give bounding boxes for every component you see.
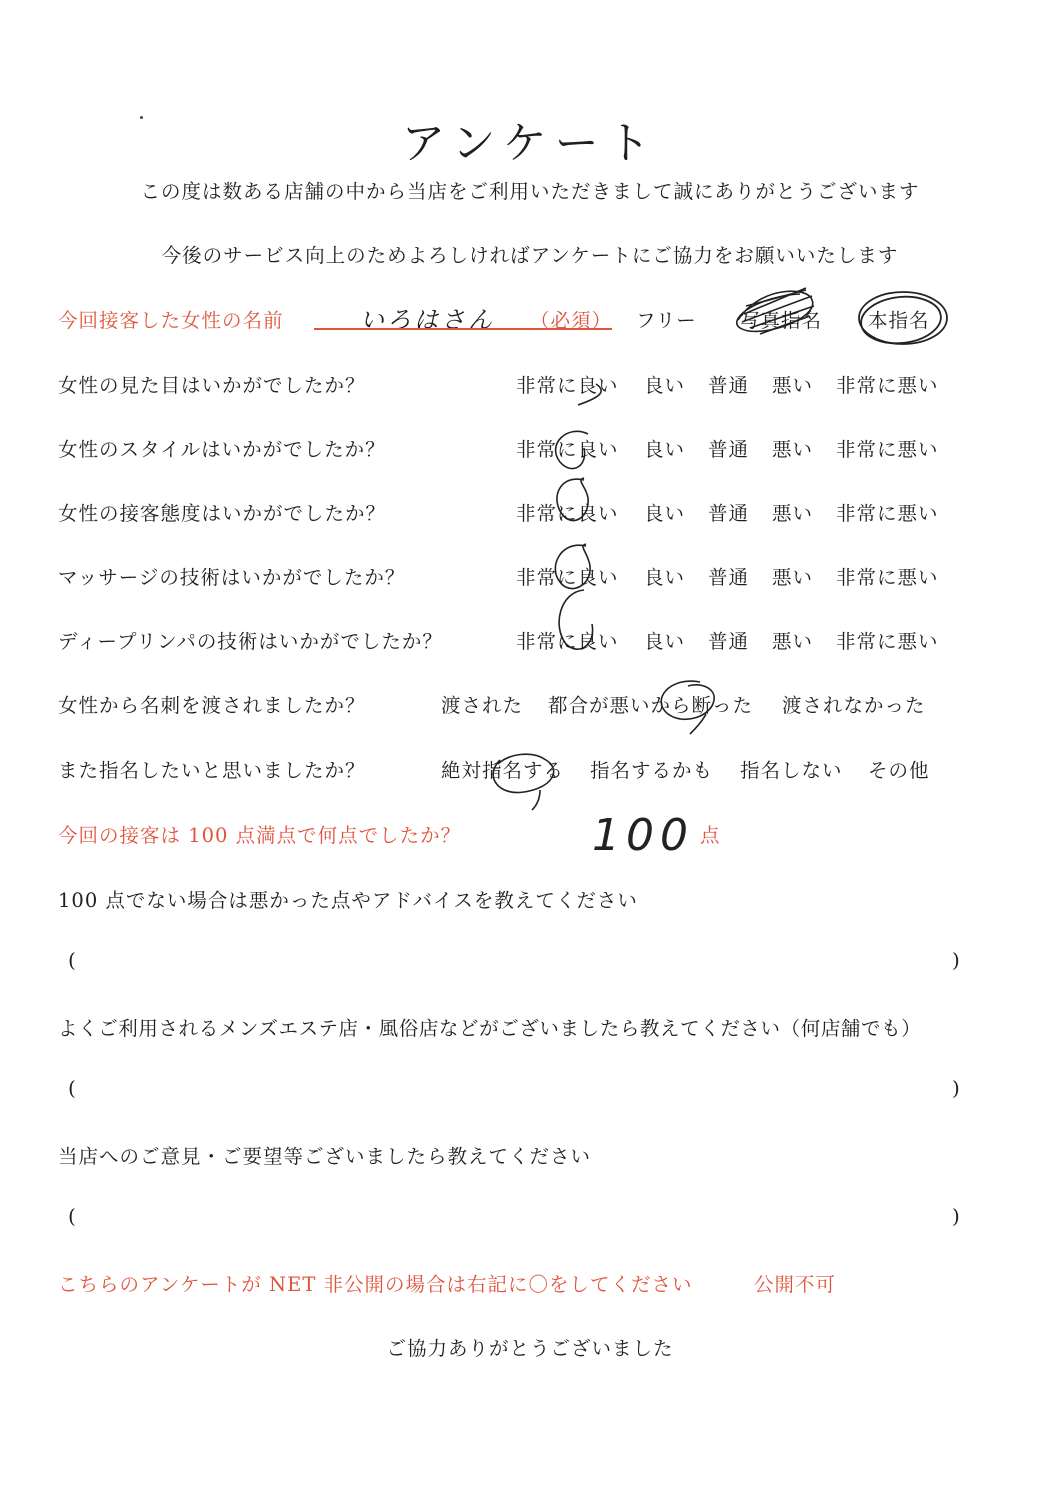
repeat-option-other[interactable]: その他 xyxy=(868,759,930,782)
rating-option-very-bad[interactable]: 非常に悪い xyxy=(836,438,939,461)
card-option-received[interactable]: 渡された xyxy=(441,694,524,717)
intro-line-1: この度は数ある店舗の中から当店をご利用いただきまして誠にありがとうございます xyxy=(140,180,920,203)
name-handwritten-value[interactable]: いろはさん xyxy=(360,306,495,334)
net-notice-text: こちらのアンケートが NET 非公開の場合は右記に〇をしてください xyxy=(58,1273,693,1296)
rating-option-good[interactable]: 良い xyxy=(644,374,686,397)
rating-option-very-good[interactable]: 非常に良い xyxy=(516,374,619,397)
rating-question-text: マッサージの技術はいかがでしたか？ xyxy=(58,566,406,589)
rating-option-very-good[interactable]: 非常に良い xyxy=(516,438,619,461)
net-private-option[interactable]: 公開不可 xyxy=(754,1273,837,1296)
rating-option-good[interactable]: 良い xyxy=(644,566,686,589)
closing-message: ご協力ありがとうございました xyxy=(386,1337,674,1360)
rating-option-very-bad[interactable]: 非常に悪い xyxy=(836,566,939,589)
free-answer-1-open-paren: ( xyxy=(68,948,76,972)
rating-option-bad[interactable]: 悪い xyxy=(772,630,814,653)
rating-question-text: 女性の見た目はいかがでしたか？ xyxy=(58,374,366,397)
free-answer-2-open-paren: ( xyxy=(68,1076,76,1100)
option-free[interactable]: フリー xyxy=(636,309,697,332)
rating-option-bad[interactable]: 悪い xyxy=(772,502,814,525)
rating-option-good[interactable]: 良い xyxy=(644,438,686,461)
score-unit: 点 xyxy=(700,824,721,847)
rating-option-very-good[interactable]: 非常に良い xyxy=(516,566,619,589)
rating-option-bad[interactable]: 悪い xyxy=(772,438,814,461)
rating-option-very-bad[interactable]: 非常に悪い xyxy=(836,502,939,525)
card-question-text: 女性から名刺を渡されましたか？ xyxy=(58,694,366,717)
rating-option-bad[interactable]: 悪い xyxy=(772,374,814,397)
free-answer-1-field[interactable] xyxy=(90,946,950,976)
option-regular-nomination[interactable]: 本指名 xyxy=(868,309,930,332)
rating-question-text: ディープリンパの技術はいかがでしたか？ xyxy=(58,630,443,653)
rating-option-average[interactable]: 普通 xyxy=(708,374,750,397)
card-option-declined[interactable]: 都合が悪いから断った xyxy=(548,694,754,717)
score-question-text: 今回の接客は 100 点満点で何点でしたか？ xyxy=(58,824,462,847)
rating-option-average[interactable]: 普通 xyxy=(708,566,750,589)
free-question-2: よくご利用されるメンズエステ店・風俗店などがございましたら教えてください（何店舗でも） xyxy=(58,1017,922,1040)
free-answer-3-close-paren: ) xyxy=(952,1204,960,1228)
free-answer-3-open-paren: ( xyxy=(68,1204,76,1228)
free-answer-2-field[interactable] xyxy=(90,1074,950,1104)
rating-question-text: 女性の接客態度はいかがでしたか？ xyxy=(58,502,387,525)
option-photo-nomination[interactable]: 写真指名 xyxy=(740,309,823,332)
rating-option-very-good[interactable]: 非常に良い xyxy=(516,502,619,525)
card-option-not-received[interactable]: 渡されなかった xyxy=(782,694,926,717)
rating-option-average[interactable]: 普通 xyxy=(708,502,750,525)
repeat-option-no[interactable]: 指名しない xyxy=(740,759,843,782)
required-note: （必須） xyxy=(530,309,613,332)
intro-line-2: 今後のサービス向上のためよろしければアンケートにご協力をお願いいたします xyxy=(161,244,899,267)
rating-option-very-bad[interactable]: 非常に悪い xyxy=(836,374,939,397)
free-answer-3-field[interactable] xyxy=(90,1202,950,1232)
rating-question-text: 女性のスタイルはいかがでしたか？ xyxy=(58,438,386,461)
name-question-label: 今回接客した女性の名前 xyxy=(58,309,284,332)
free-question-1: 100 点でない場合は悪かった点やアドバイスを教えてください xyxy=(58,889,638,912)
repeat-question-text: また指名したいと思いましたか？ xyxy=(58,759,366,782)
free-answer-1-close-paren: ) xyxy=(952,948,960,972)
repeat-option-maybe[interactable]: 指名するかも xyxy=(590,759,714,782)
rating-option-very-good[interactable]: 非常に良い xyxy=(516,630,619,653)
rating-option-good[interactable]: 良い xyxy=(644,630,686,653)
free-question-3: 当店へのご意見・ご要望等ございましたら教えてください xyxy=(58,1145,592,1168)
rating-option-good[interactable]: 良い xyxy=(644,502,686,525)
free-answer-2-close-paren: ) xyxy=(952,1076,960,1100)
rating-option-very-bad[interactable]: 非常に悪い xyxy=(836,630,939,653)
rating-option-bad[interactable]: 悪い xyxy=(772,566,814,589)
survey-title: アンケート xyxy=(401,118,659,170)
score-handwritten-value[interactable]: 100 xyxy=(592,810,694,861)
rating-option-average[interactable]: 普通 xyxy=(708,630,750,653)
rating-option-average[interactable]: 普通 xyxy=(708,438,750,461)
repeat-option-definitely[interactable]: 絶対指名する xyxy=(441,759,565,782)
